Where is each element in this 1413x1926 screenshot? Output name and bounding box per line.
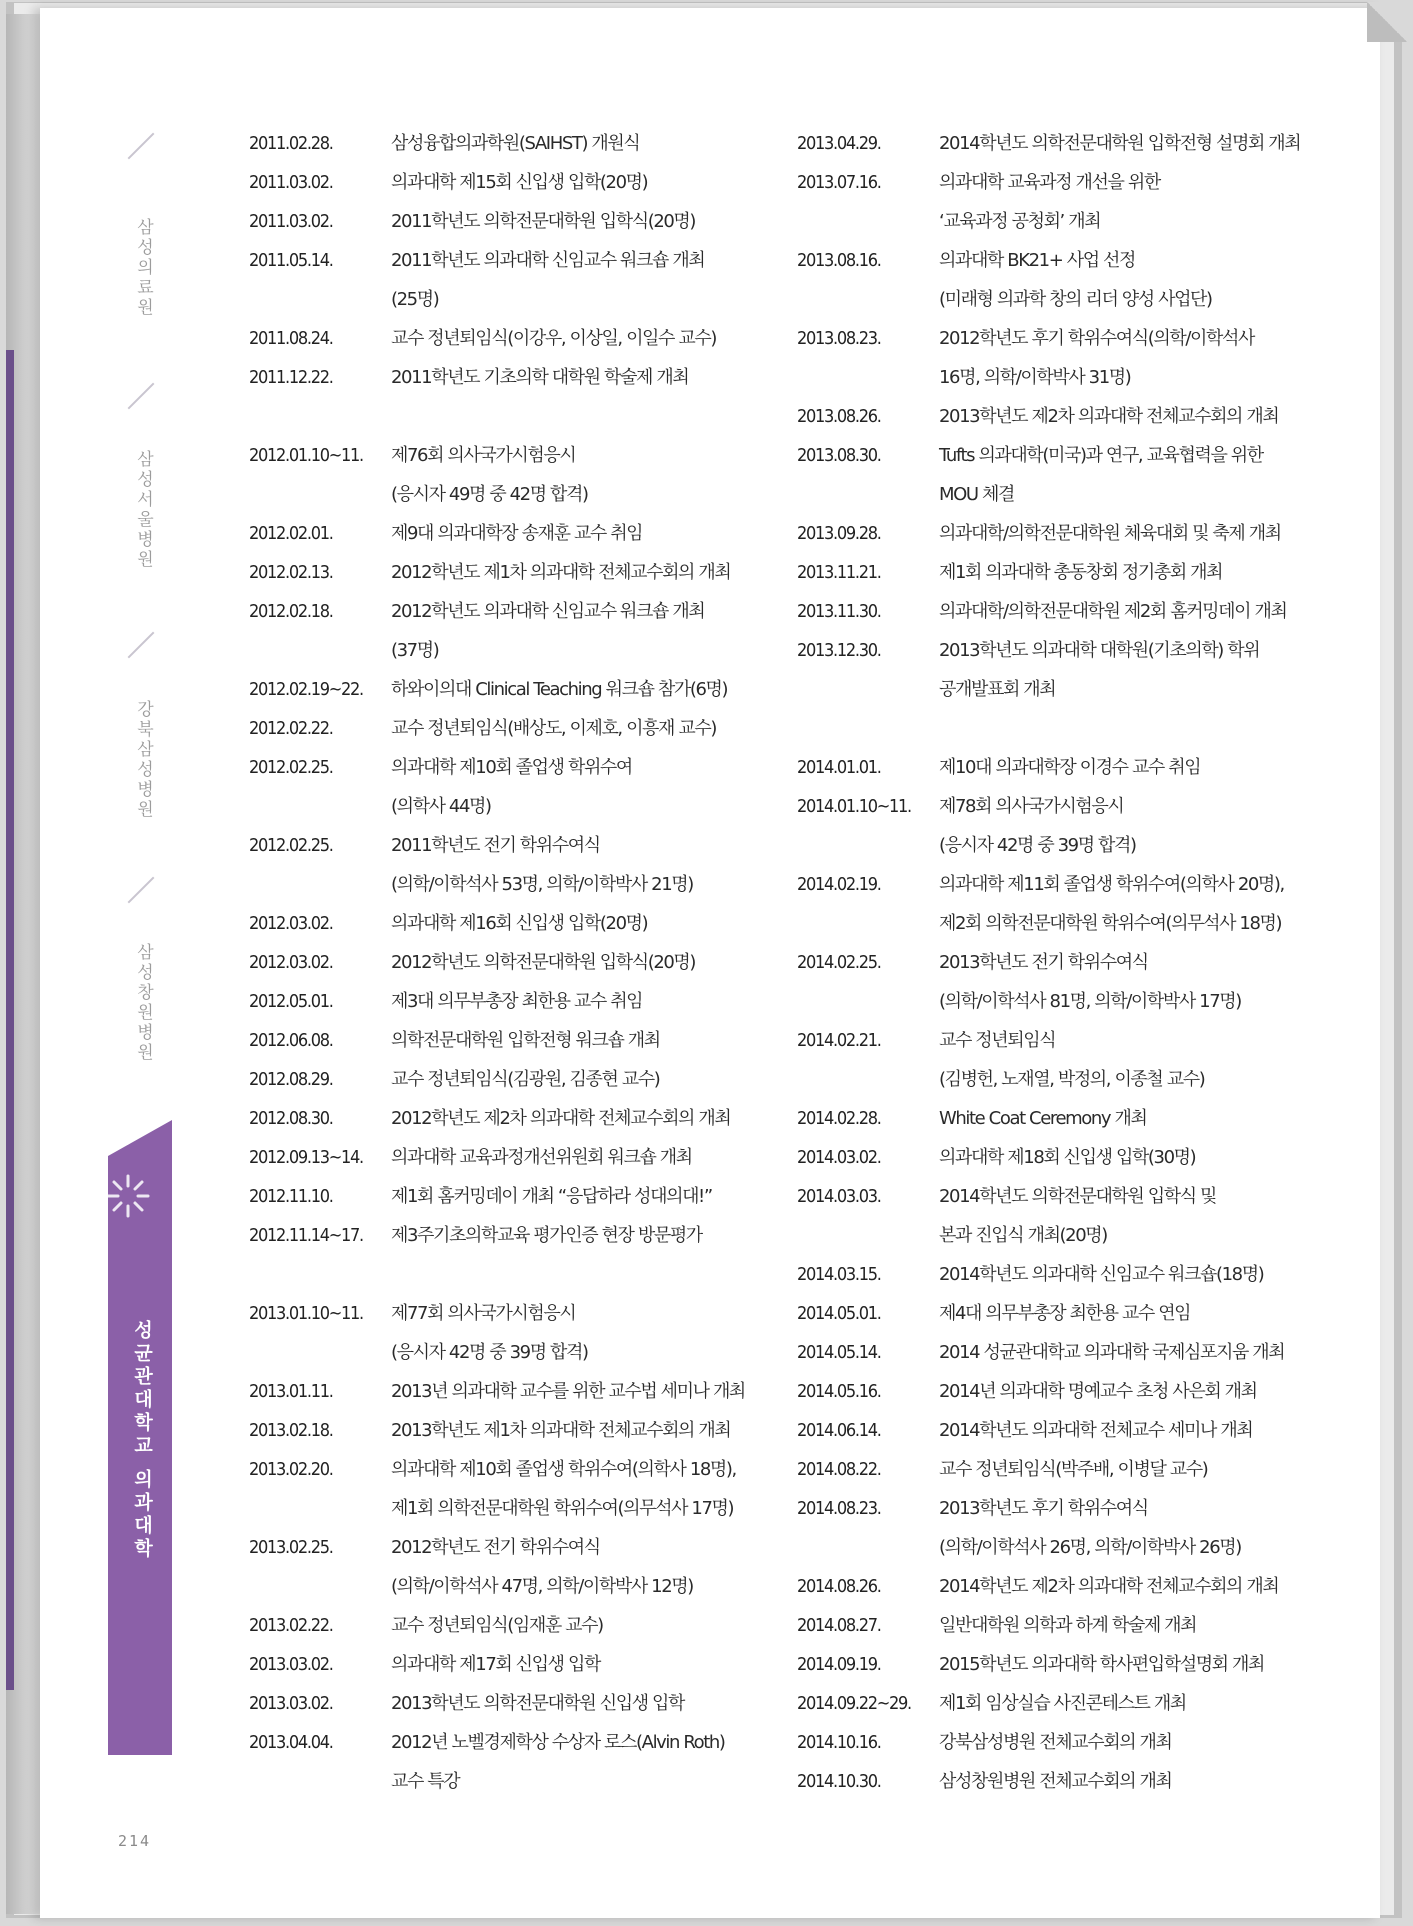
entry-date: 2014.06.14. bbox=[797, 1420, 881, 1441]
timeline-entry bbox=[249, 670, 781, 709]
timeline-entry bbox=[797, 1411, 1337, 1450]
timeline-entry bbox=[797, 397, 1337, 436]
entry-description: 2013학년도 전기 학위수여식 (의학/이학석사 81명, 의학/이학박사 17명) bbox=[939, 952, 1241, 1012]
entry-description: 의학전문대학원 입학전형 워크숍 개최 bbox=[391, 1030, 660, 1051]
side-nav-active-label: 성균관대학교 의과대학 bbox=[131, 1320, 153, 1561]
entry-description: 2011학년도 기초의학 대학원 학술제 개최 bbox=[391, 367, 689, 388]
entry-description: 제76회 의사국가시험응시 (응시자 49명 중 42명 합격) bbox=[391, 445, 588, 505]
timeline-entry bbox=[797, 1021, 1337, 1099]
entry-date: 2012.03.02. bbox=[249, 952, 333, 973]
timeline-entry bbox=[797, 124, 1337, 163]
entry-description: 2012년 노벨경제학상 수상자 로스(Alvin Roth) 교수 특강 bbox=[391, 1732, 725, 1792]
timeline-entry bbox=[249, 904, 781, 943]
timeline-entry bbox=[249, 1372, 781, 1411]
entry-date: 2013.03.02. bbox=[249, 1693, 333, 1714]
entry-date: 2012.03.02. bbox=[249, 913, 333, 934]
timeline-entry bbox=[249, 1294, 781, 1372]
timeline-entry bbox=[797, 1294, 1337, 1333]
entry-description: 2014학년도 의과대학 전체교수 세미나 개최 bbox=[939, 1420, 1253, 1441]
entry-description: 강북삼성병원 전체교수회의 개최 bbox=[939, 1732, 1172, 1753]
timeline-entry bbox=[249, 124, 781, 163]
timeline-entry bbox=[797, 865, 1337, 943]
entry-date: 2012.02.13. bbox=[249, 562, 333, 583]
timeline-entry bbox=[249, 982, 781, 1021]
entry-date: 2012.11.10. bbox=[249, 1186, 333, 1207]
entry-description: 2014학년도 의학전문대학원 입학식 및 본과 진입식 개최(20명) bbox=[939, 1186, 1217, 1246]
entry-description: 의과대학 제10회 졸업생 학위수여 (의학사 44명) bbox=[391, 757, 632, 817]
timeline-entry bbox=[249, 943, 781, 982]
entry-description: 2012학년도 후기 학위수여식(의학/이학석사 16명, 의학/이학박사 31명) bbox=[939, 328, 1254, 388]
entry-date: 2014.05.01. bbox=[797, 1303, 881, 1324]
year-gap bbox=[249, 1255, 781, 1294]
timeline-entry bbox=[249, 1099, 781, 1138]
entry-description: 의과대학 BK21+ 사업 선정 (미래형 의과학 창의 리더 양성 사업단) bbox=[939, 250, 1212, 310]
entry-description: 2014학년도 제2차 의과대학 전체교수회의 개최 bbox=[939, 1576, 1279, 1597]
timeline-entry bbox=[797, 1489, 1337, 1567]
entry-description: 교수 정년퇴임식 (김병헌, 노재열, 박정의, 이종철 교수) bbox=[939, 1030, 1205, 1090]
entry-date: 2013.02.18. bbox=[249, 1420, 333, 1441]
entry-date: 2014.05.16. bbox=[797, 1381, 881, 1402]
entry-date: 2013.01.10~11. bbox=[249, 1303, 363, 1324]
timeline-entry bbox=[797, 1099, 1337, 1138]
entry-description: 제78회 의사국가시험응시 (응시자 42명 중 39명 합격) bbox=[939, 796, 1136, 856]
entry-date: 2012.05.01. bbox=[249, 991, 333, 1012]
timeline-entry bbox=[797, 1606, 1337, 1645]
timeline-entry bbox=[797, 631, 1337, 709]
entry-date: 2014.08.26. bbox=[797, 1576, 881, 1597]
timeline-entry bbox=[797, 553, 1337, 592]
timeline-entry bbox=[797, 514, 1337, 553]
entry-date: 2014.02.21. bbox=[797, 1030, 881, 1051]
entry-date: 2012.02.25. bbox=[249, 835, 333, 856]
entry-date: 2014.01.10~11. bbox=[797, 796, 911, 817]
entry-date: 2012.02.22. bbox=[249, 718, 333, 739]
entry-description: 의과대학 제10회 졸업생 학위수여(의학사 18명), 제1회 의학전문대학원 학위수여(의무석사 17명) bbox=[391, 1459, 736, 1519]
entry-date: 2013.11.21. bbox=[797, 562, 881, 583]
timeline-entry bbox=[797, 1567, 1337, 1606]
entry-date: 2013.03.02. bbox=[249, 1654, 333, 1675]
timeline-entry bbox=[249, 592, 781, 670]
entry-date: 2014.08.23. bbox=[797, 1498, 881, 1519]
timeline-entry bbox=[249, 1216, 781, 1255]
entry-date: 2014.08.22. bbox=[797, 1459, 881, 1480]
timeline-entry bbox=[797, 748, 1337, 787]
entry-description: 제1회 임상실습 사진콘테스트 개최 bbox=[939, 1693, 1186, 1714]
entry-date: 2011.03.02. bbox=[249, 172, 333, 193]
entry-date: 2014.08.27. bbox=[797, 1615, 881, 1636]
entry-description: 2011학년도 의과대학 신임교수 워크숍 개최 (25명) bbox=[391, 250, 705, 310]
entry-date: 2013.08.30. bbox=[797, 445, 881, 466]
entry-description: 의과대학 제18회 신입생 입학(30명) bbox=[939, 1147, 1196, 1168]
timeline-entry bbox=[797, 163, 1337, 241]
timeline-entry bbox=[249, 514, 781, 553]
entry-description: 2012학년도 의학전문대학원 입학식(20명) bbox=[391, 952, 696, 973]
timeline-entry bbox=[797, 241, 1337, 319]
entry-date: 2014.10.16. bbox=[797, 1732, 881, 1753]
entry-date: 2014.03.02. bbox=[797, 1147, 881, 1168]
timeline-entry bbox=[249, 553, 781, 592]
timeline-entry bbox=[249, 358, 781, 397]
entry-description: 교수 정년퇴임식(이강우, 이상일, 이일수 교수) bbox=[391, 328, 716, 349]
timeline-entry bbox=[249, 241, 781, 319]
entry-description: 2012학년도 제1차 의과대학 전체교수회의 개최 bbox=[391, 562, 731, 583]
timeline-entry bbox=[249, 1021, 781, 1060]
entry-description: 의과대학 제17회 신입생 입학 bbox=[391, 1654, 600, 1675]
entry-date: 2011.05.14. bbox=[249, 250, 333, 271]
timeline-entry bbox=[797, 592, 1337, 631]
entry-description: 의과대학 제16회 신입생 입학(20명) bbox=[391, 913, 648, 934]
entry-date: 2013.11.30. bbox=[797, 601, 881, 622]
entry-date: 2014.03.15. bbox=[797, 1264, 881, 1285]
timeline-entry bbox=[797, 1762, 1337, 1801]
entry-description: 교수 정년퇴임식(박주배, 이병달 교수) bbox=[939, 1459, 1208, 1480]
entry-description: 2013년 의과대학 교수를 위한 교수법 세미나 개최 bbox=[391, 1381, 745, 1402]
entry-date: 2014.09.22~29. bbox=[797, 1693, 911, 1714]
entry-description: 제1회 홈커밍데이 개최 “응답하라 성대의대!” bbox=[391, 1186, 712, 1207]
entry-date: 2013.02.22. bbox=[249, 1615, 333, 1636]
entry-date: 2013.02.25. bbox=[249, 1537, 333, 1558]
entry-date: 2011.03.02. bbox=[249, 211, 333, 232]
timeline-entry bbox=[797, 1645, 1337, 1684]
entry-date: 2011.12.22. bbox=[249, 367, 333, 388]
side-nav-item[interactable]: 삼성창원병원 bbox=[133, 943, 153, 1063]
entry-description: 2013학년도 의과대학 대학원(기초의학) 학위 공개발표회 개최 bbox=[939, 640, 1260, 700]
timeline-right-column bbox=[797, 124, 1337, 1801]
entry-description: 2014년 의과대학 명예교수 초청 사은회 개최 bbox=[939, 1381, 1257, 1402]
timeline-entry bbox=[249, 1645, 781, 1684]
timeline-entry bbox=[249, 1177, 781, 1216]
timeline-entry bbox=[249, 319, 781, 358]
timeline-entry bbox=[797, 1450, 1337, 1489]
entry-description: 삼성창원병원 전체교수회의 개최 bbox=[939, 1771, 1172, 1792]
entry-description: 의과대학 교육과정개선위원회 워크숍 개최 bbox=[391, 1147, 692, 1168]
entry-description: 2013학년도 제1차 의과대학 전체교수회의 개최 bbox=[391, 1420, 731, 1441]
entry-description: 2013학년도 후기 학위수여식 (의학/이학석사 26명, 의학/이학박사 26명) bbox=[939, 1498, 1241, 1558]
entry-description: 2015학년도 의과대학 학사편입학설명회 개최 bbox=[939, 1654, 1264, 1675]
entry-date: 2014.02.28. bbox=[797, 1108, 881, 1129]
timeline-entry bbox=[249, 202, 781, 241]
entry-date: 2014.10.30. bbox=[797, 1771, 881, 1792]
entry-date: 2013.02.20. bbox=[249, 1459, 333, 1480]
timeline-entry bbox=[797, 1333, 1337, 1372]
entry-description: 의과대학/의학전문대학원 체육대회 및 축제 개최 bbox=[939, 523, 1281, 544]
entry-date: 2012.02.01. bbox=[249, 523, 333, 544]
timeline-entry bbox=[249, 1138, 781, 1177]
timeline-entry bbox=[797, 1138, 1337, 1177]
entry-description: 교수 정년퇴임식(배상도, 이제호, 이흥재 교수) bbox=[391, 718, 716, 739]
timeline-entry bbox=[249, 163, 781, 202]
entry-date: 2013.04.04. bbox=[249, 1732, 333, 1753]
timeline-entry bbox=[797, 1372, 1337, 1411]
entry-description: 제77회 의사국가시험응시 (응시자 42명 중 39명 합격) bbox=[391, 1303, 588, 1363]
entry-date: 2014.03.03. bbox=[797, 1186, 881, 1207]
entry-date: 2013.08.16. bbox=[797, 250, 881, 271]
timeline-entry bbox=[249, 1606, 781, 1645]
year-gap bbox=[797, 709, 1337, 748]
entry-date: 2013.08.26. bbox=[797, 406, 881, 427]
entry-description: Tufts 의과대학(미국)과 연구, 교육협력을 위한 MOU 체결 bbox=[939, 445, 1263, 505]
timeline-entry bbox=[797, 319, 1337, 397]
entry-date: 2013.12.30. bbox=[797, 640, 881, 661]
entry-date: 2014.02.19. bbox=[797, 874, 881, 895]
entry-date: 2012.02.18. bbox=[249, 601, 333, 622]
entry-date: 2014.01.01. bbox=[797, 757, 881, 778]
timeline-entry bbox=[797, 436, 1337, 514]
entry-date: 2013.09.28. bbox=[797, 523, 881, 544]
entry-date: 2014.05.14. bbox=[797, 1342, 881, 1363]
side-nav-item[interactable]: 삼성서울병원 bbox=[133, 450, 153, 570]
entry-date: 2014.09.19. bbox=[797, 1654, 881, 1675]
entry-description: 2014학년도 의과대학 신임교수 워크숍(18명) bbox=[939, 1264, 1264, 1285]
timeline-entry bbox=[249, 1450, 781, 1528]
entry-description: 의과대학 제11회 졸업생 학위수여(의학사 20명), 제2회 의학전문대학원 학위수여(의무석사 18명) bbox=[939, 874, 1284, 934]
entry-description: 2014학년도 의학전문대학원 입학전형 설명회 개최 bbox=[939, 133, 1301, 154]
timeline-entry bbox=[249, 1723, 781, 1801]
entry-description: 의과대학/의학전문대학원 제2회 홈커밍데이 개최 bbox=[939, 601, 1287, 622]
timeline-entry bbox=[249, 1684, 781, 1723]
entry-date: 2013.07.16. bbox=[797, 172, 881, 193]
timeline-entry bbox=[797, 1684, 1337, 1723]
entry-description: 2012학년도 전기 학위수여식 (의학/이학석사 47명, 의학/이학박사 12명) bbox=[391, 1537, 693, 1597]
entry-date: 2011.02.28. bbox=[249, 133, 333, 154]
entry-date: 2013.08.23. bbox=[797, 328, 881, 349]
timeline-entry bbox=[249, 1528, 781, 1606]
entry-date: 2013.01.11. bbox=[249, 1381, 333, 1402]
entry-date: 2014.02.25. bbox=[797, 952, 881, 973]
side-nav-item[interactable]: 강북삼성병원 bbox=[133, 700, 153, 820]
page-corner-curl bbox=[1367, 2, 1407, 42]
entry-date: 2012.01.10~11. bbox=[249, 445, 363, 466]
entry-description: 2014 성균관대학교 의과대학 국제심포지움 개최 bbox=[939, 1342, 1285, 1363]
timeline-entry bbox=[249, 826, 781, 904]
entry-description: 제3주기초의학교육 평가인증 현장 방문평가 bbox=[391, 1225, 702, 1246]
entry-description: 2012학년도 의과대학 신임교수 워크숍 개최 (37명) bbox=[391, 601, 705, 661]
entry-date: 2012.06.08. bbox=[249, 1030, 333, 1051]
timeline-entry bbox=[249, 436, 781, 514]
entry-description: 제4대 의무부총장 최한용 교수 연임 bbox=[939, 1303, 1191, 1324]
page-number: 214 bbox=[118, 1832, 152, 1850]
entry-date: 2012.09.13~14. bbox=[249, 1147, 363, 1168]
timeline-left-column bbox=[249, 124, 781, 1801]
entry-description: 제3대 의무부총장 최한용 교수 취임 bbox=[391, 991, 643, 1012]
spine-color-band bbox=[6, 350, 14, 1690]
entry-description: 2011학년도 전기 학위수여식 (의학/이학석사 53명, 의학/이학박사 21명) bbox=[391, 835, 693, 895]
entry-description: 2013학년도 의학전문대학원 신입생 입학 bbox=[391, 1693, 684, 1714]
entry-description: 제1회 의과대학 총동창회 정기총회 개최 bbox=[939, 562, 1223, 583]
entry-description: 하와이의대 Clinical Teaching 워크숍 참가(6명) bbox=[391, 679, 728, 700]
timeline-entry bbox=[797, 787, 1337, 865]
entry-description: 의과대학 교육과정 개선을 위한 ‘교육과정 공청회’ 개최 bbox=[939, 172, 1160, 232]
entry-description: 삼성융합의과학원(SAIHST) 개원식 bbox=[391, 133, 640, 154]
timeline-entry bbox=[797, 943, 1337, 1021]
entry-description: 2013학년도 제2차 의과대학 전체교수회의 개최 bbox=[939, 406, 1279, 427]
entry-date: 2012.02.25. bbox=[249, 757, 333, 778]
entry-date: 2013.04.29. bbox=[797, 133, 881, 154]
year-gap bbox=[249, 397, 781, 436]
timeline-entry bbox=[249, 748, 781, 826]
entry-description: 교수 정년퇴임식(임재훈 교수) bbox=[391, 1615, 603, 1636]
entry-description: 의과대학 제15회 신입생 입학(20명) bbox=[391, 172, 648, 193]
entry-description: 2011학년도 의학전문대학원 입학식(20명) bbox=[391, 211, 696, 232]
entry-date: 2011.08.24. bbox=[249, 328, 333, 349]
entry-description: 제9대 의과대학장 송재훈 교수 취임 bbox=[391, 523, 643, 544]
entry-date: 2012.11.14~17. bbox=[249, 1225, 363, 1246]
entry-description: 제10대 의과대학장 이경수 교수 취임 bbox=[939, 757, 1201, 778]
entry-date: 2012.08.30. bbox=[249, 1108, 333, 1129]
timeline-entry bbox=[249, 1411, 781, 1450]
timeline-entry bbox=[797, 1255, 1337, 1294]
entry-date: 2012.08.29. bbox=[249, 1069, 333, 1090]
sparkle-icon bbox=[104, 1172, 152, 1220]
entry-description: 2012학년도 제2차 의과대학 전체교수회의 개최 bbox=[391, 1108, 731, 1129]
entry-description: 일반대학원 의학과 하계 학술제 개최 bbox=[939, 1615, 1197, 1636]
timeline-entry bbox=[797, 1177, 1337, 1255]
entry-date: 2012.02.19~22. bbox=[249, 679, 363, 700]
entry-description: 교수 정년퇴임식(김광원, 김종현 교수) bbox=[391, 1069, 660, 1090]
timeline-entry bbox=[249, 1060, 781, 1099]
entry-description: White Coat Ceremony 개최 bbox=[939, 1108, 1147, 1129]
timeline-entry bbox=[797, 1723, 1337, 1762]
timeline-entry bbox=[249, 709, 781, 748]
side-nav-item[interactable]: 삼성의료원 bbox=[133, 218, 153, 318]
